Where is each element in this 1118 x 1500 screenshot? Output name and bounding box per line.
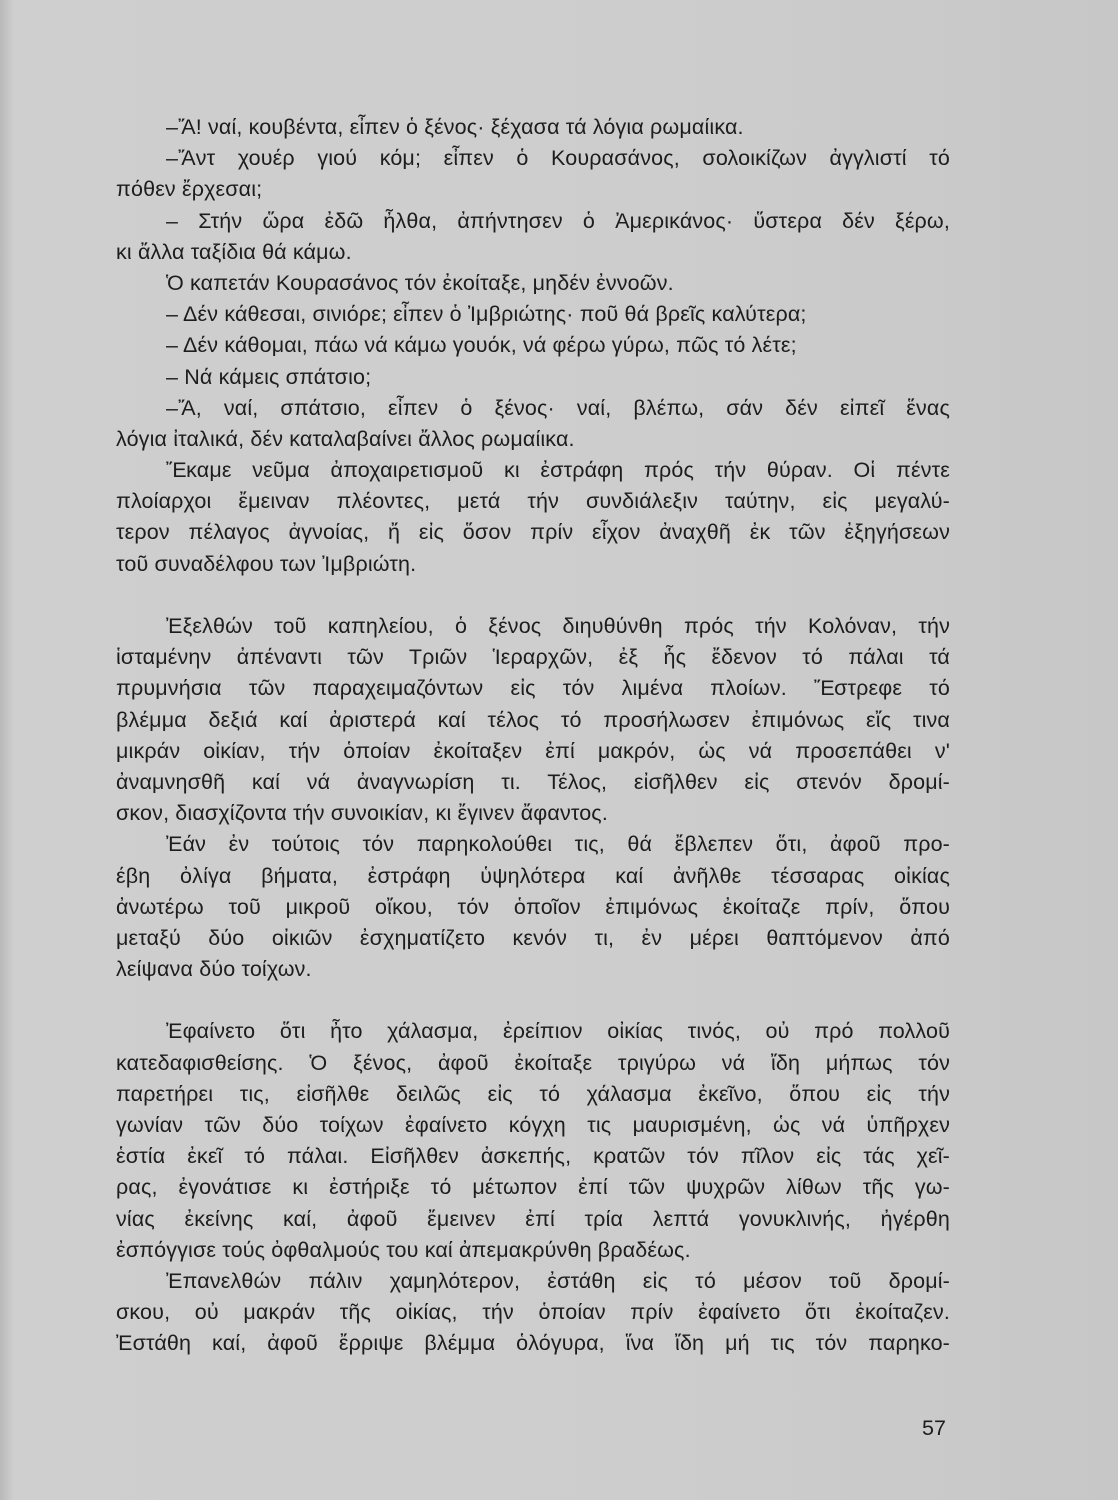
paragraph-gap (116, 985, 950, 1016)
text-line: παρετήρει τις, εἰσῆλθε δειλῶς εἰς τό χάλασμα ἐκεῖνο, ὅπου εἰς τήν (116, 1081, 950, 1106)
text-line: Ἐάν ἐν τούτοις τόν παρηκολούθει τις, θά ἔβλεπεν ὅτι, ἀφοῦ προ- (166, 832, 950, 857)
text-line: σκον, διασχίζοντα τήν συνοικίαν, κι ἔγινεν ἄφαντος. (116, 801, 608, 826)
text-line: Ἔκαμε νεῦμα ἀποχαιρετισμοῦ κι ἐστράφη πρός τήν θύραν. Οἱ πέντε (166, 458, 950, 483)
text-line: ἑστία ἐκεῖ τό πάλαι. Εἰσῆλθεν ἀσκεπής, κρατῶν τόν πῖλον εἰς τάς χεῖ- (116, 1144, 950, 1169)
text-line: τοῦ συναδέλφου των Ἰμβριώτη. (116, 551, 417, 576)
text-line: ἀναμνησθῆ καί νά ἀναγνωρίση τι. Τέλος, εἰσῆλθεν εἰς στενόν δρομί- (116, 769, 950, 794)
text-line: μικράν οἰκίαν, τήν ὁποίαν ἐκοίταξεν ἐπί μακρόν, ὡς νά προσεπάθει ν' (116, 738, 950, 763)
text-line: λείψανα δύο τοίχων. (116, 957, 312, 982)
text-line: πλοίαρχοι ἔμειναν πλέοντες, μετά τήν συνδιάλεξιν ταύτην, εἰς μεγαλύ- (116, 489, 950, 514)
text-line: –Ἄ, ναί, σπάτσιο, εἶπεν ὁ ξένος· ναί, βλέπω, σάν δέν εἰπεῖ ἕνας (166, 395, 950, 420)
text-line: Ὁ καπετάν Κουρασάνος τόν ἐκοίταξε, μηδέν ἐννοῶν. (166, 270, 674, 295)
text-line: λόγια ἰταλικά, δέν καταλαβαίνει ἄλλος ρωμαίικα. (116, 426, 575, 451)
page-number: 57 (922, 1416, 946, 1440)
text-line: Ἐπανελθών πάλιν χαμηλότερον, ἐστάθη εἰς τό μέσον τοῦ δρομί- (166, 1268, 950, 1293)
text-line: γωνίαν τῶν δύο τοίχων ἐφαίνετο κόγχη τις μαυρισμένη, ὡς νά ὑπῆρχεν (116, 1113, 950, 1137)
text-line: ἀνωτέρω τοῦ μικροῦ οἴκου, τόν ὁποῖον ἐπιμόνως ἐκοίταζε πρίν, ὅπου (116, 894, 950, 919)
text-line: τερον πέλαγος ἀγνοίας, ἤ εἰς ὅσον πρίν εἶχον ἀναχθῆ ἐκ τῶν ἐξηγήσεων (116, 520, 950, 545)
text-line: ρας, ἐγονάτισε κι ἐστήριξε τό μέτωπον ἐπί τῶν ψυχρῶν λίθων τῆς γω- (116, 1175, 950, 1200)
text-line: – Δέν κάθεσαι, σινιόρε; εἶπεν ὁ Ἰμβριώτης· ποῦ θά βρεῖς καλύτερα; (166, 302, 807, 327)
text-line: ἐσπόγγισε τούς ὀφθαλμούς του καί ἀπεμακρύνθη βραδέως. (116, 1237, 691, 1262)
text-line: πρυμνήσια τῶν παραχειμαζόντων εἰς τόν λιμένα πλοίων. Ἔστρεφε τό (116, 676, 950, 701)
text-line: Ἐξελθών τοῦ καπηλείου, ὁ ξένος διηυθύνθη πρός τήν Κολόναν, τήν (166, 614, 950, 638)
text-line: έβη ὀλίγα βήματα, ἐστράφη ὑψηλότερα καί ἀνῆλθε τέσσαρας οἰκίας (116, 863, 950, 888)
text-line: νίας ἐκείνης καί, ἀφοῦ ἔμεινεν ἐπί τρία λεπτά γονυκλινής, ἠγέρθη (116, 1206, 950, 1231)
text-line: –Ἄ! ναί, κουβέντα, εἶπεν ὁ ξένος· ξέχασα τά λόγια ρωμαίικα. (166, 115, 744, 139)
text-line: σκου, οὐ μακράν τῆς οἰκίας, τήν ὁποίαν πρίν ἐφαίνετο ὅτι ἐκοίταζεν. (116, 1300, 950, 1325)
text-line: ἱσταμένην ἀπέναντι τῶν Τριῶν Ἱεραρχῶν, ἐξ ἧς ἔδενον τό πάλαι τά (116, 645, 950, 670)
text-line: –Ἄντ χουέρ γιού κόμ; εἶπεν ὁ Κουρασάνος, σολοικίζων ἀγγλιστί τό (166, 146, 950, 171)
text-line: κι ἄλλα ταξίδια θά κάμω. (116, 239, 352, 264)
text-line: – Στήν ὥρα ἐδῶ ἦλθα, ἀπήντησεν ὁ Ἀμερικάνος· ὕστερα δέν ξέρω, (166, 208, 950, 233)
text-line: κατεδαφισθείσης. Ὁ ξένος, ἀφοῦ ἐκοίταξε τριγύρω νά ἴδη μήπως τόν (116, 1050, 950, 1075)
text-line: πόθεν ἔρχεσαι; (116, 177, 263, 202)
text-line: μεταξύ δύο οἰκιῶν ἐσχηματίζετο κενόν τι, ἐν μέρει θαπτόμενον ἀπό (116, 925, 950, 950)
text-line: – Νά κάμεις σπάτσιο; (166, 364, 372, 389)
text-line: Ἐστάθη καί, ἀφοῦ ἔρριψε βλέμμα ὁλόγυρα, ἵνα ἴδη μή τις τόν παρηκο- (116, 1331, 950, 1356)
text-line: Ἐφαίνετο ὅτι ἦτο χάλασμα, ἐρείπιον οἰκίας τινός, οὐ πρό πολλοῦ (166, 1019, 950, 1044)
paragraph-gap (116, 580, 950, 611)
text-line: – Δέν κάθομαι, πάω νά κάμω γουόκ, νά φέρω γύρω, πῶς τό λέτε; (166, 333, 797, 358)
text-line: βλέμμα δεξιά καί ἀριστερά καί τέλος τό προσήλωσεν ἐπιμόνως εἴς τινα (116, 707, 950, 732)
body-text (116, 112, 950, 1360)
